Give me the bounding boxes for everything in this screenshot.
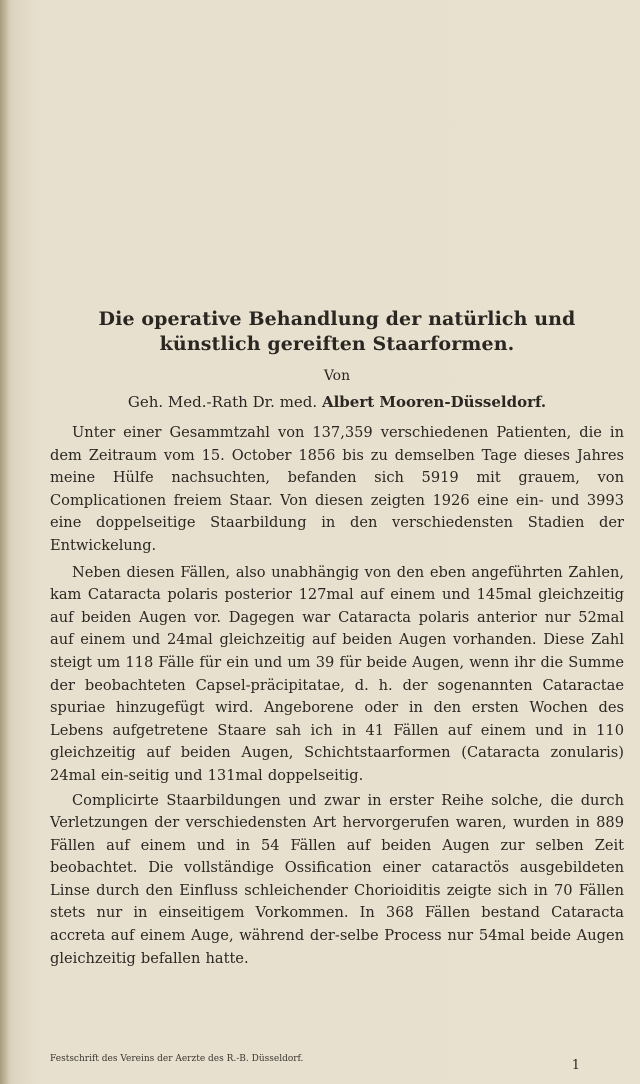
author-name: Albert Mooren-Düsseldorf. [321, 393, 547, 411]
author-title: Geh. Med.-Rath Dr. med. [127, 393, 318, 411]
page-number: 1 [571, 1058, 580, 1073]
article-title [50, 307, 624, 357]
title-line-2: künstlich gereiften Staarformen. [159, 333, 515, 355]
paragraph-1: Unter einer Gesammtzahl von 137,359 verschiedenen Patienten, die in dem Zeitraum vom 15. October 1856 bis zu demselben Tage dieses Jahres meine Hülfe nachsuchten, befanden sich 5919 mit grauem, von Complicationen freiem Staar. Von diesen zeigten 1926 eine ein- und 3993 eine doppelseitige Staarbildung in den verschiedensten Stadien der Entwickelung. [50, 424, 624, 554]
paragraph-2: Neben diesen Fällen, also unabhängig von den eben angeführten Zahlen, kam Cataracta polaris posterior 127mal auf einem und 145mal gleichzeitig auf beiden Augen vor. Dagegen war Cataracta polaris anterior nur 52mal auf einem und 24mal gleichzeitig auf beiden Augen vorhanden. Diese Zahl steigt um 118 Fälle für ein und um 39 für beide Augen, wenn ihr die Summe der beobachteten Capsel-präcipitatae, d. h. der sogenannten Cataractae spuriae hinzugefügt wird. Angeborene oder in den ersten Wochen des Lebens aufgetretene Staare sah ich in 41 Fällen auf einem und in 110 gleichzeitig auf beiden Augen, Schichtstaarformen (Cataracta zonularis) 24mal ein-seitig und 131mal doppelseitig. [50, 563, 624, 784]
title-line-1: Die operative Behandlung der natürlich und [98, 308, 576, 330]
article-body [50, 307, 624, 970]
author-line [50, 392, 624, 412]
paragraph-3: Complicirte Staarbildungen und zwar in erster Reihe solche, die durch Verletzungen der verschiedensten Art hervorgerufen waren, wurden in 889 Fällen auf einem und in 54 Fällen auf beiden Augen zur selben Zeit beobachtet. Die vollständige Ossification einer cataractös ausgebildeten Linse durch den Einfluss schleichender Chorioiditis zeigte sich in 70 Fällen stets nur in einseitigem Vorkommen. In 368 Fällen bestand Cataracta accreta auf einem Auge, während der-selbe Process nur 54mal beide Augen gleichzeitig befallen hatte. [50, 791, 624, 967]
spine-shadow [0, 0, 10, 1084]
by-line-von: Von [323, 368, 351, 384]
page-footer: Festschrift des Vereins der Aerzte des R.-B. Düsseldorf. [50, 1054, 304, 1064]
